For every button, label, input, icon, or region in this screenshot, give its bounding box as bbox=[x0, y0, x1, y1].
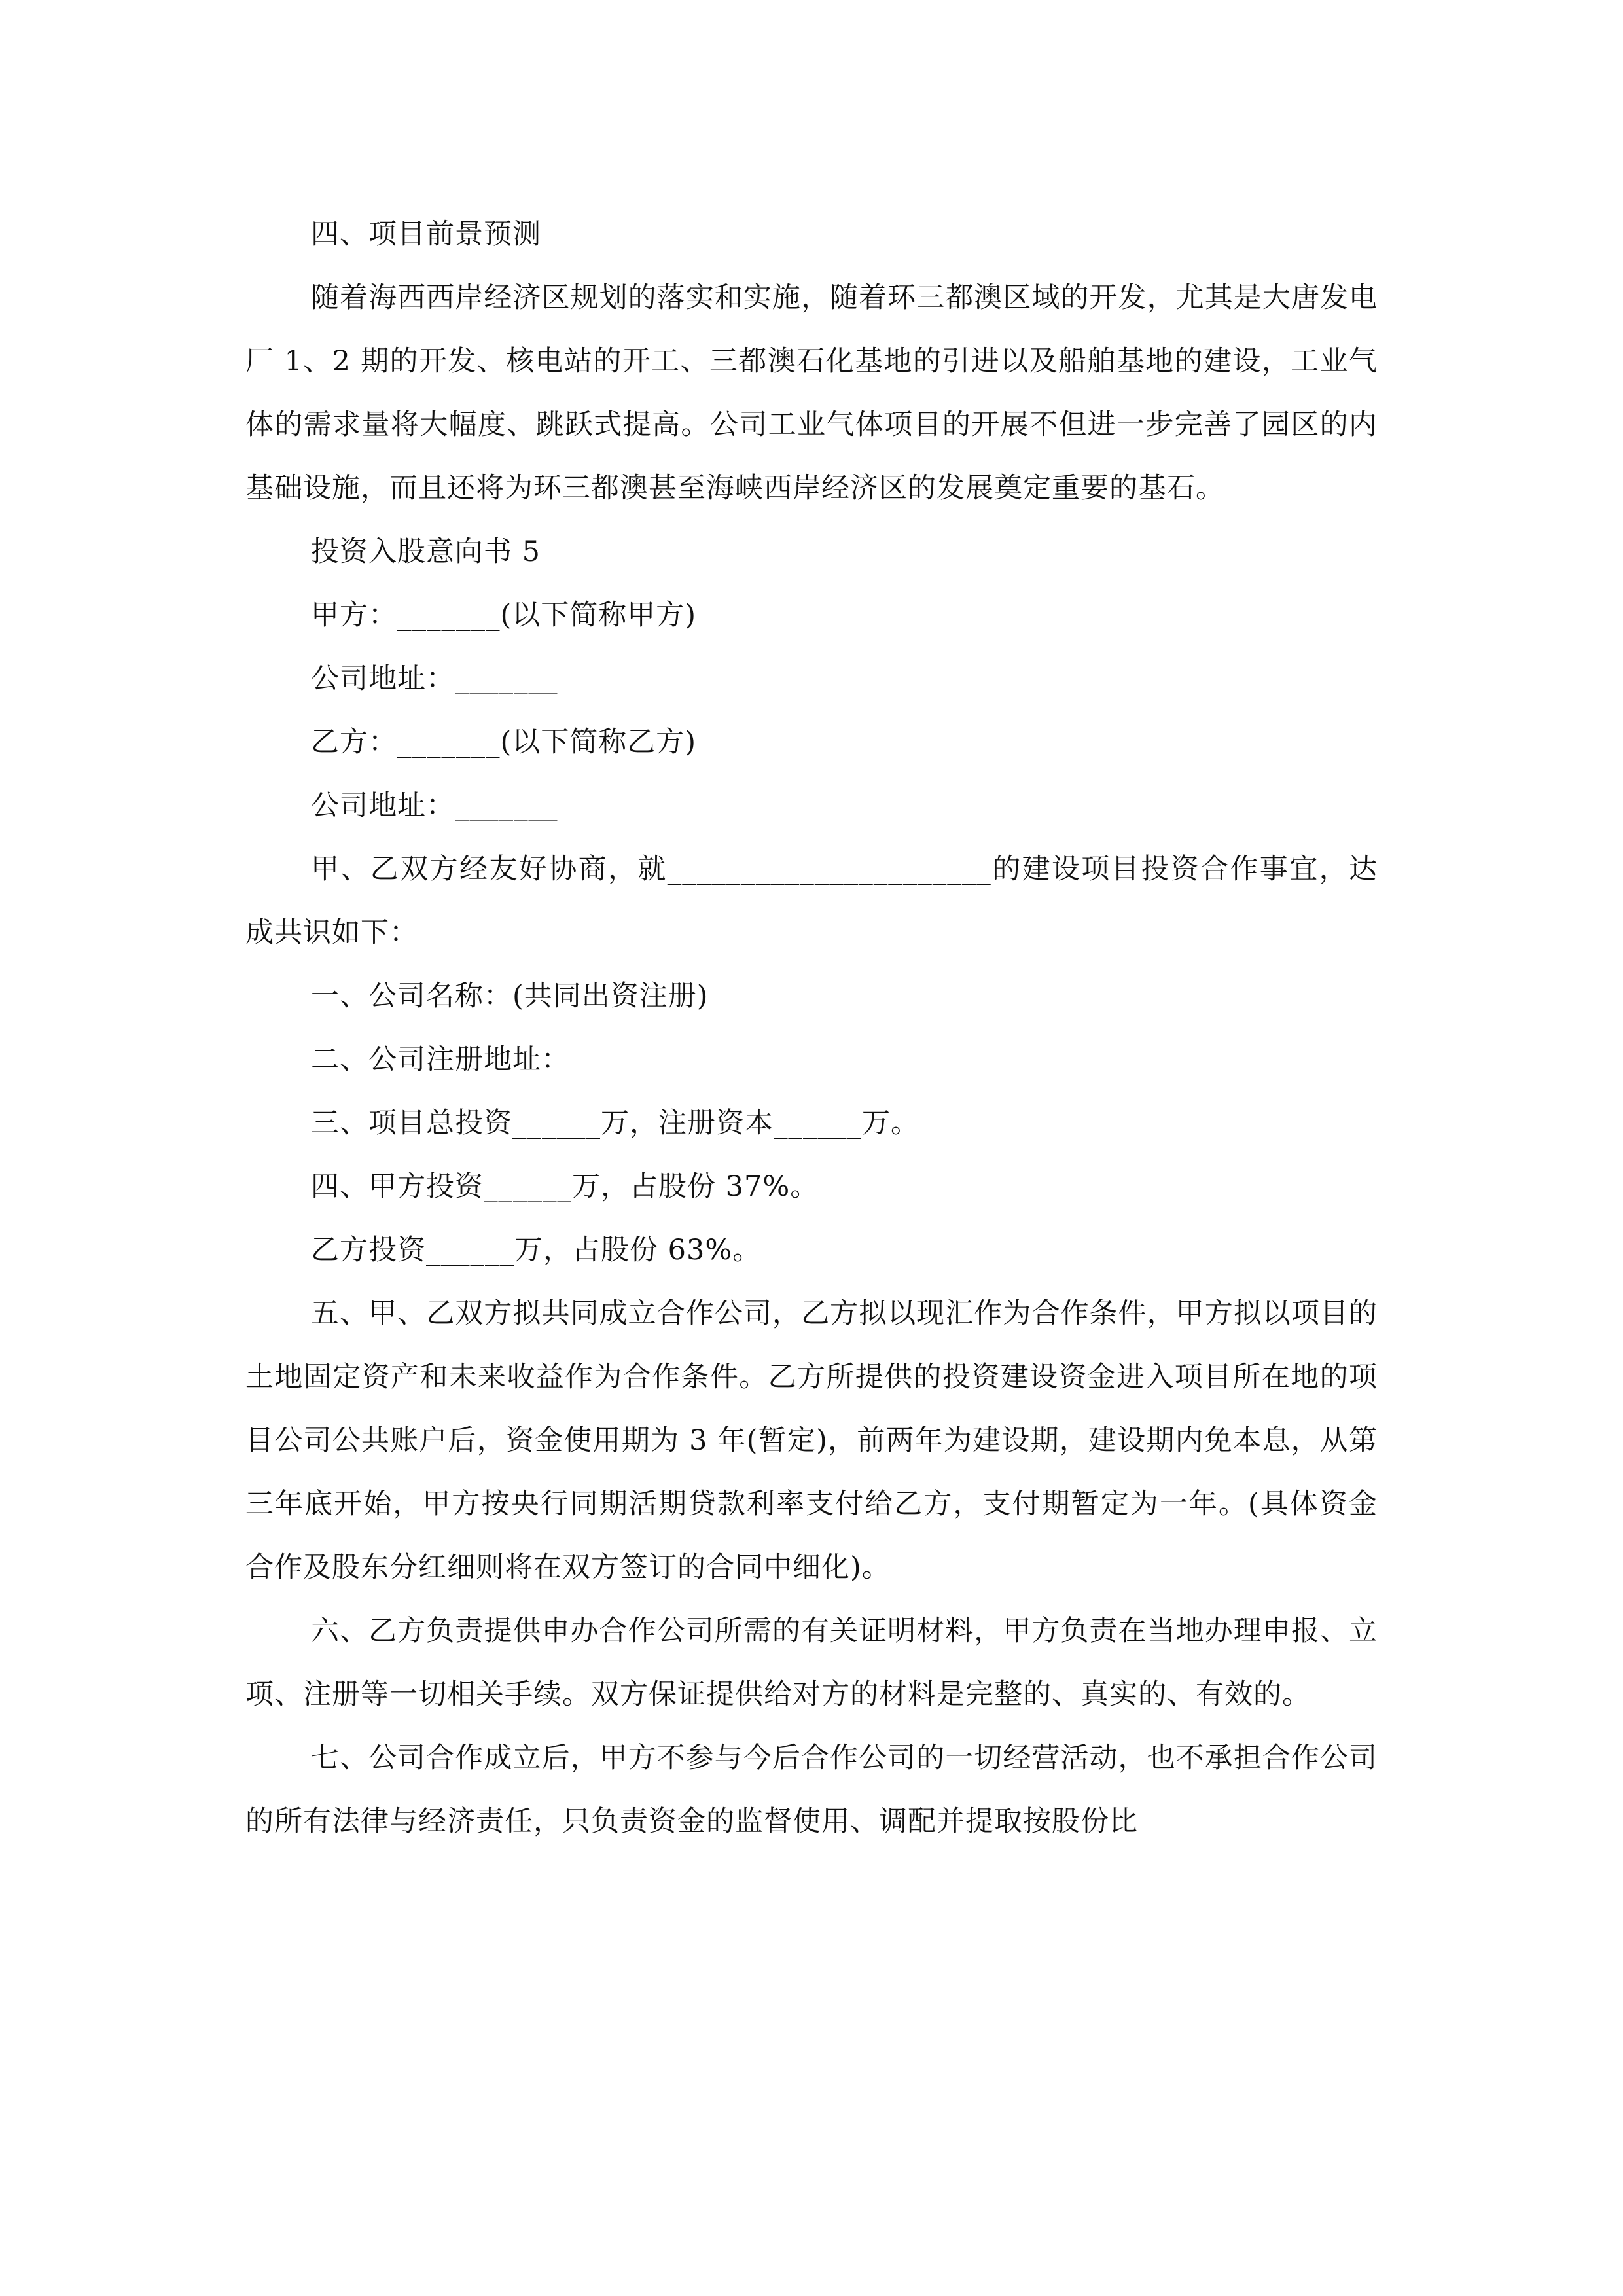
clause-party-a-investment: 四、甲方投资______万，占股份 37%。 bbox=[311, 1170, 819, 1203]
clause-total-investment: 三、项目总投资______万，注册资本______万。 bbox=[311, 1107, 919, 1139]
clause-post-establishment: 七、公司合作成立后，甲方不参与今后合作公司的一切经营活动，也不承担合作公司的所有法律与经济责任，只负责资金的监督使用、调配并提取按股份比 bbox=[245, 1742, 1378, 1838]
paragraph-consensus: 甲、乙双方经友好协商，就______________________的建设项目投资合作事宜，达成共识如下： bbox=[245, 853, 1378, 949]
party-a-line: 甲方：_______(以下简称甲方) bbox=[311, 599, 697, 632]
party-a-address-line: 公司地址：_______ bbox=[311, 662, 558, 695]
clause-party-b-investment: 乙方投资______万，占股份 63%。 bbox=[311, 1234, 762, 1266]
paragraph-prospect-body: 随着海西西岸经济区规划的落实和实施，随着环三都澳区域的开发，尤其是大唐发电厂 1、2 期的开发、核电站的开工、三都澳石化基地的引进以及船舶基地的建设，工业气体的需求量将大幅度、跳跃式提高。公司工业气体项目的开展不但进一步完善了园区的内基础设施，而且还将为环三都澳甚至海峡西岸经济区的发展奠定重要的基石。 bbox=[245, 281, 1378, 505]
clause-cooperation-terms: 五、甲、乙双方拟共同成立合作公司，乙方拟以现汇作为合作条件，甲方拟以项目的土地固定资产和未来收益作为合作条件。乙方所提供的投资建设资金进入项目所在地的项目公司公共账户后，资金使用期为 3 年(暂定)，前两年为建设期，建设期内免本息，从第三年底开始，甲方按央行同期活期贷款利率支付给乙方，支付期暂定为一年。(具体资金合作及股东分红细则将在双方签订的合同中细化)。 bbox=[245, 1297, 1378, 1584]
letter-of-intent-title: 投资入股意向书 5 bbox=[311, 535, 541, 568]
clause-company-name: 一、公司名称：(共同出资注册) bbox=[311, 980, 709, 1013]
clause-registered-address: 二、公司注册地址： bbox=[311, 1043, 570, 1076]
party-b-address-line: 公司地址：_______ bbox=[311, 789, 558, 822]
document-body bbox=[245, 203, 1378, 1854]
party-b-line: 乙方：_______(以下简称乙方) bbox=[311, 726, 697, 759]
section-heading-prospect: 四、项目前景预测 bbox=[311, 218, 541, 251]
clause-responsibilities: 六、乙方负责提供申办合作公司所需的有关证明材料，甲方负责在当地办理申报、立项、注册等一切相关手续。双方保证提供给对方的材料是完整的、真实的、有效的。 bbox=[245, 1615, 1378, 1711]
